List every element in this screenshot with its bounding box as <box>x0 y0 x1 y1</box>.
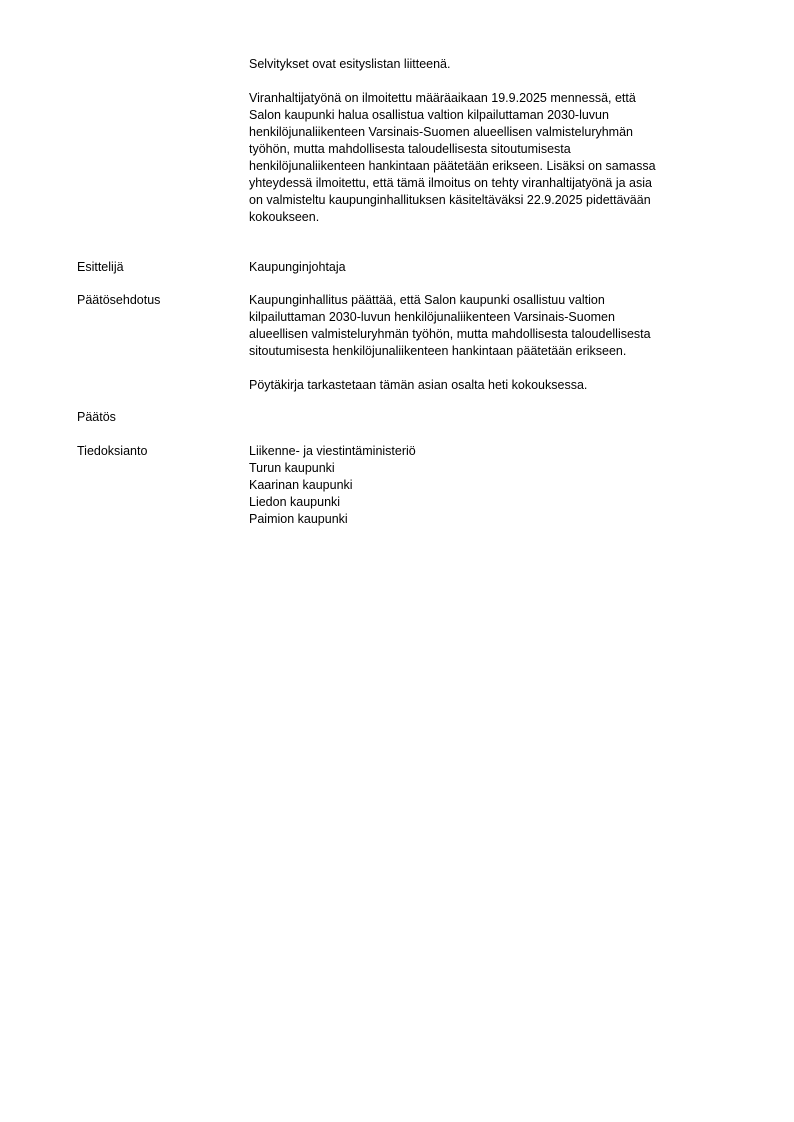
notification-label: Tiedoksianto <box>77 444 148 458</box>
recipient-item: Liikenne- ja viestintäministeriö <box>249 444 416 458</box>
presenter-label: Esittelijä <box>77 260 124 274</box>
paragraph-line: kokoukseen. <box>249 210 320 224</box>
paragraph-line: alueellisen valmisteluryhmän työhön, mutta mahdollisesta taloudellisesta <box>249 327 651 341</box>
proposal-paragraph <box>249 292 729 360</box>
paragraph-line: henkilöjunaliikenteen Varsinais-Suomen alueellisen valmisteluryhmän <box>249 125 634 139</box>
recipient-item: Turun kaupunki <box>249 461 335 475</box>
paragraph-line: Salon kaupunki halua osallistua valtion kilpailuttaman 2030-luvun <box>249 108 609 122</box>
recipient-item: Kaarinan kaupunki <box>249 478 353 492</box>
delegated-decision-paragraph <box>249 90 729 226</box>
recipient-item: Liedon kaupunki <box>249 495 341 509</box>
paragraph-line: työhön, mutta mahdollisesta taloudellisesta sitoutumisesta <box>249 142 571 156</box>
paragraph-line: Viranhaltijatyönä on ilmoitettu määräaikaan 19.9.2025 mennessä, että <box>249 91 636 105</box>
paragraph-line: kilpailuttaman 2030-luvun henkilöjunaliikenteen Varsinais-Suomen <box>249 310 615 324</box>
proposal-label: Päätösehdotus <box>77 293 161 307</box>
recipient-item: Paimion kaupunki <box>249 512 348 526</box>
notification-recipients <box>249 443 729 528</box>
paragraph-line: on valmisteltu kaupunginhallituksen käsiteltäväksi 22.9.2025 pidettävään <box>249 193 651 207</box>
decision-label: Päätös <box>77 410 116 424</box>
paragraph-line: henkilöjunaliikenteen hankintaan päätetään erikseen. Lisäksi on samassa <box>249 159 656 173</box>
paragraph-line: Kaupunginhallitus päättää, että Salon kaupunki osallistuu valtion <box>249 293 605 307</box>
paragraph-line: sitoutumisesta henkilöjunaliikenteen hankintaan päätetään erikseen. <box>249 344 627 358</box>
presenter-value: Kaupunginjohtaja <box>249 260 346 274</box>
attachments-note: Selvitykset ovat esityslistan liitteenä. <box>249 57 451 71</box>
minutes-note: Pöytäkirja tarkastetaan tämän asian osalta heti kokouksessa. <box>249 378 588 392</box>
paragraph-line: yhteydessä ilmoitettu, että tämä ilmoitus on tehty viranhaltijatyönä ja asia <box>249 176 652 190</box>
